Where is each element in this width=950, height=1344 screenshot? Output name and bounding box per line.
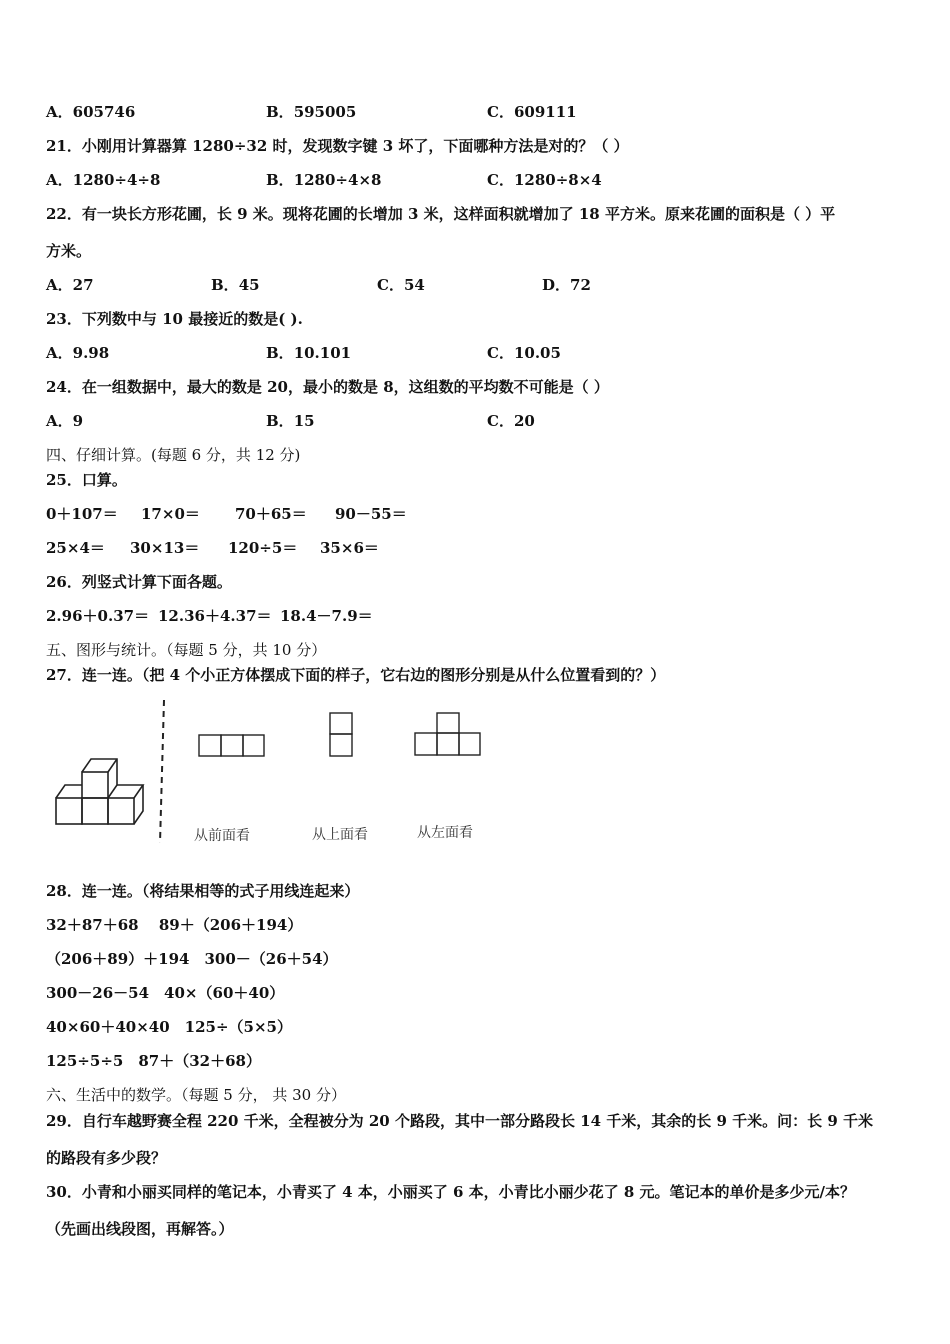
q23-option-c: C．10.05 bbox=[487, 344, 561, 362]
q22-stem-line2: 方米。 bbox=[46, 242, 92, 260]
q22-option-a: A．27 bbox=[46, 276, 94, 294]
caption-front-view: 从前面看 bbox=[194, 828, 250, 844]
q20-option-b: B．595005 bbox=[266, 103, 357, 121]
q26-item: 2.96＋0.37＝ bbox=[46, 607, 150, 625]
q29-line1: 29．自行车越野赛全程 220 千米，全程被分为 20 个路段，其中一部分路段长 14 千米，其余的长 9 千米。问：长 9 千米 bbox=[46, 1112, 874, 1130]
q30-line1: 30．小青和小丽买同样的笔记本，小青买了 4 本，小丽买了 6 本，小青比小丽少花了 8 元。笔记本的单价是多少元/本？ bbox=[46, 1183, 856, 1201]
q25-item: 30×13＝ bbox=[130, 539, 200, 557]
q25-item: 25×4＝ bbox=[46, 539, 105, 557]
q27-stem: 27．连一连。（把 4 个小正方体摆成下面的样子，它右边的图形分别是从什么位置看到的？） bbox=[46, 666, 666, 684]
q25-stem: 25．口算。 bbox=[46, 471, 127, 489]
q24-stem: 24．在一组数据中，最大的数是 20，最小的数是 8，这组数的平均数不可能是（ ） bbox=[46, 378, 609, 396]
q25-item: 90－55＝ bbox=[335, 505, 407, 523]
cube-stack-drawing bbox=[56, 759, 143, 824]
cube-views-diagram bbox=[46, 695, 506, 860]
q25-item: 35×6＝ bbox=[320, 539, 379, 557]
q25-item: 0＋107＝ bbox=[46, 505, 118, 523]
q28-row: 125÷5÷5 87＋（32＋68） bbox=[46, 1052, 261, 1070]
top-view-shape bbox=[330, 713, 352, 756]
q30-line2: （先画出线段图，再解答。） bbox=[46, 1220, 234, 1238]
q24-option-b: B．15 bbox=[266, 412, 315, 430]
q21-option-a: A．1280÷4÷8 bbox=[46, 171, 161, 189]
q27-figure bbox=[46, 695, 506, 860]
q20-option-c: C．609111 bbox=[487, 103, 577, 121]
q26-item: 18.4－7.9＝ bbox=[280, 607, 373, 625]
q22-option-d: D．72 bbox=[542, 276, 591, 294]
q21-option-c: C．1280÷8×4 bbox=[487, 171, 602, 189]
caption-left-view: 从左面看 bbox=[417, 825, 473, 841]
q23-option-a: A．9.98 bbox=[46, 344, 110, 362]
q25-item: 120÷5＝ bbox=[228, 539, 298, 557]
q24-option-a: A．9 bbox=[46, 412, 84, 430]
q24-option-c: C．20 bbox=[487, 412, 535, 430]
section-5-title: 五、图形与统计。（每题 5 分，共 10 分） bbox=[46, 641, 327, 659]
q25-item: 17×0＝ bbox=[141, 505, 200, 523]
q29-line2: 的路段有多少段？ bbox=[46, 1149, 167, 1167]
q22-stem-line1: 22．有一块长方形花圃，长 9 米。现将花圃的长增加 3 米，这样面积就增加了 18 平方米。原来花圃的面积是（ ）平 bbox=[46, 205, 836, 223]
q28-row: （206＋89）＋194 300－（26＋54） bbox=[46, 950, 338, 968]
section-4-title: 四、仔细计算。(每题 6 分，共 12 分) bbox=[46, 446, 301, 464]
section-6-title: 六、生活中的数学。（每题 5 分， 共 30 分） bbox=[46, 1086, 346, 1104]
q25-item: 70＋65＝ bbox=[235, 505, 307, 523]
q23-stem: 23．下列数中与 10 最接近的数是( ). bbox=[46, 310, 303, 328]
dashed-divider bbox=[160, 700, 164, 843]
q26-stem: 26．列竖式计算下面各题。 bbox=[46, 573, 232, 591]
q28-row: 32＋87＋68 89＋（206＋194） bbox=[46, 916, 303, 934]
caption-top-view: 从上面看 bbox=[312, 827, 368, 843]
q23-option-b: B．10.101 bbox=[266, 344, 352, 362]
q28-stem: 28．连一连。（将结果相等的式子用线连起来） bbox=[46, 882, 360, 900]
q21-stem: 21．小刚用计算器算 1280÷32 时，发现数字键 3 坏了，下面哪种方法是对的？（ ） bbox=[46, 137, 629, 155]
q21-option-b: B．1280÷4×8 bbox=[266, 171, 382, 189]
q20-option-a: A．605746 bbox=[46, 103, 136, 121]
q28-row: 300－26－54 40×（60＋40） bbox=[46, 984, 285, 1002]
q22-option-b: B．45 bbox=[211, 276, 260, 294]
left-view-shape bbox=[415, 713, 480, 755]
q22-option-c: C．54 bbox=[377, 276, 425, 294]
q26-item: 12.36＋4.37＝ bbox=[158, 607, 272, 625]
q28-row: 40×60＋40×40 125÷（5×5） bbox=[46, 1018, 292, 1036]
front-view-shape bbox=[199, 735, 264, 756]
